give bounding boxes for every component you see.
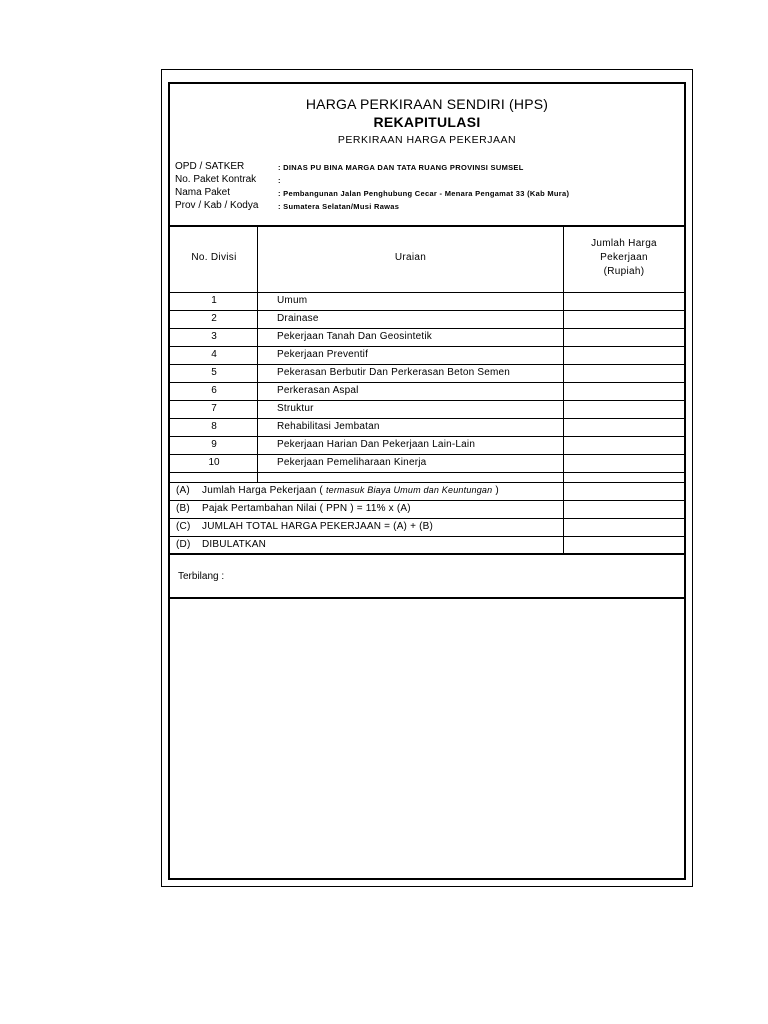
info-value: : Sumatera Selatan/Musi Rawas <box>278 202 400 211</box>
form-caption: PERKIRAAN HARGA PEKERJAAN <box>337 134 517 146</box>
row-line <box>170 518 684 519</box>
divider-header <box>170 225 684 227</box>
summary-text: Jumlah Harga Pekerjaan ( <box>202 485 326 496</box>
division-number: 10 <box>208 457 220 468</box>
row-line <box>170 454 684 455</box>
info-value: : <box>278 176 281 185</box>
row-line <box>170 472 684 473</box>
division-number: 7 <box>211 403 217 414</box>
divider-col-header <box>170 292 684 293</box>
division-number: 4 <box>211 349 217 360</box>
row-line <box>170 436 684 437</box>
row-line <box>170 482 684 483</box>
header-jumlah-line-3: (Rupiah) <box>603 266 645 277</box>
division-name: Pekerasan Berbutir Dan Perkerasan Beton Semen <box>277 367 511 378</box>
summary-row-b <box>176 503 411 514</box>
summary-text: JUMLAH TOTAL HARGA PEKERJAAN = (A) + (B) <box>202 521 434 532</box>
division-number: 9 <box>211 439 217 450</box>
row-line <box>170 310 684 311</box>
division-number: 2 <box>211 313 217 324</box>
divider-terbilang-end <box>170 597 684 599</box>
header-jumlah-harga <box>564 237 684 279</box>
summary-row-c <box>176 521 433 532</box>
row-line <box>170 536 684 537</box>
terbilang-label: Terbilang : <box>178 571 225 582</box>
form-title: HARGA PERKIRAAN SENDIRI (HPS) <box>305 96 549 112</box>
header-uraian: Uraian <box>394 252 427 263</box>
summary-row-d <box>176 539 266 550</box>
info-label: OPD / SATKER <box>175 161 245 172</box>
division-name: Perkerasan Aspal <box>277 385 359 396</box>
hps-form <box>168 82 686 880</box>
summary-code: (A) <box>176 485 190 496</box>
division-name: Pekerjaan Harian Dan Pekerjaan Lain-Lain <box>277 439 476 450</box>
row-line <box>170 400 684 401</box>
header-no-divisi: No. Divisi <box>191 252 237 263</box>
header-jumlah-line-1: Jumlah Harga <box>591 238 657 249</box>
division-number: 6 <box>211 385 217 396</box>
divider-summary-end <box>170 553 684 555</box>
row-line <box>170 346 684 347</box>
summary-code: (B) <box>176 503 190 514</box>
row-line <box>170 328 684 329</box>
row-line <box>170 382 684 383</box>
summary-text-close: ) <box>492 485 499 496</box>
summary-text: DIBULATKAN <box>202 539 267 550</box>
division-name: Struktur <box>277 403 314 414</box>
division-number: 8 <box>211 421 217 432</box>
summary-code: (C) <box>176 521 191 532</box>
info-value: : DINAS PU BINA MARGA DAN TATA RUANG PROVINSI SUMSEL <box>278 163 524 172</box>
info-label: No. Paket Kontrak <box>175 174 257 185</box>
summary-row-a <box>176 485 499 496</box>
division-number: 1 <box>211 295 217 306</box>
row-line <box>170 418 684 419</box>
division-name: Pekerjaan Tanah Dan Geosintetik <box>277 331 432 342</box>
division-name: Umum <box>277 295 308 306</box>
summary-note: termasuk Biaya Umum dan Keuntungan <box>325 485 493 495</box>
row-line <box>170 500 684 501</box>
division-name: Drainase <box>277 313 319 324</box>
info-label: Nama Paket <box>175 187 231 198</box>
header-jumlah-line-2: Pekerjaan <box>600 252 648 263</box>
info-label: Prov / Kab / Kodya <box>175 200 259 211</box>
row-line <box>170 364 684 365</box>
division-number: 5 <box>211 367 217 378</box>
summary-code: (D) <box>176 539 191 550</box>
summary-text: Pajak Pertambahan Nilai ( PPN ) = 11% x (A) <box>202 503 411 514</box>
form-subtitle: REKAPITULASI <box>373 114 481 130</box>
division-number: 3 <box>211 331 217 342</box>
division-name: Pekerjaan Preventif <box>277 349 369 360</box>
division-name: Rehabilitasi Jembatan <box>277 421 380 432</box>
info-value: : Pembangunan Jalan Penghubung Cecar - Menara Pengamat 33 (Kab Mura) <box>278 189 570 198</box>
division-name: Pekerjaan Pemeliharaan Kinerja <box>277 457 427 468</box>
